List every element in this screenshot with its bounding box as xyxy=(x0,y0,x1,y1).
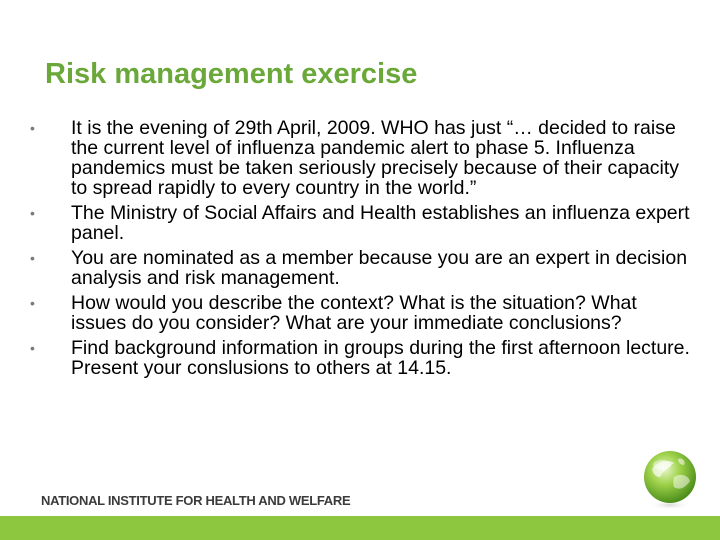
bullet-item-3 xyxy=(25,248,690,288)
bullet-dot: • xyxy=(30,120,35,136)
bullet-text: You are nominated as a member because you are an expert in decision analysis and risk management. xyxy=(71,247,688,289)
bullet-dot: • xyxy=(30,205,35,221)
bullet-dot: • xyxy=(30,295,35,311)
slide-title: Risk management exercise xyxy=(45,58,418,90)
bullet-dot: • xyxy=(30,250,35,266)
bullet-text: How would you describe the context? What is the situation? What issues do you consider? What are your immediate conclusions? xyxy=(71,292,637,334)
green-globe-logo-icon xyxy=(638,447,702,511)
bullet-item-2 xyxy=(25,203,690,243)
bullet-item-4 xyxy=(25,293,690,333)
institute-name: NATIONAL INSTITUTE FOR HEALTH AND WELFARE xyxy=(41,493,351,508)
bullet-item-5 xyxy=(25,338,690,378)
bullet-text: Find background information in groups during the first afternoon lecture. Present your conslusions to others at 14.15. xyxy=(71,337,690,379)
bullet-text: It is the evening of 29th April, 2009. WHO has just “… decided to raise the current level of influenza pandemic alert to phase 5. Influenza pandemics must be taken seriously precisely because of their capacity to spread rapidly to every country in the world.” xyxy=(71,117,680,199)
bullet-list xyxy=(25,118,690,383)
bullet-text: The Ministry of Social Affairs and Health establishes an influenza expert panel. xyxy=(71,202,690,244)
bullet-item-1 xyxy=(25,118,690,198)
footer-bar xyxy=(0,516,720,540)
bullet-dot: • xyxy=(30,340,35,356)
